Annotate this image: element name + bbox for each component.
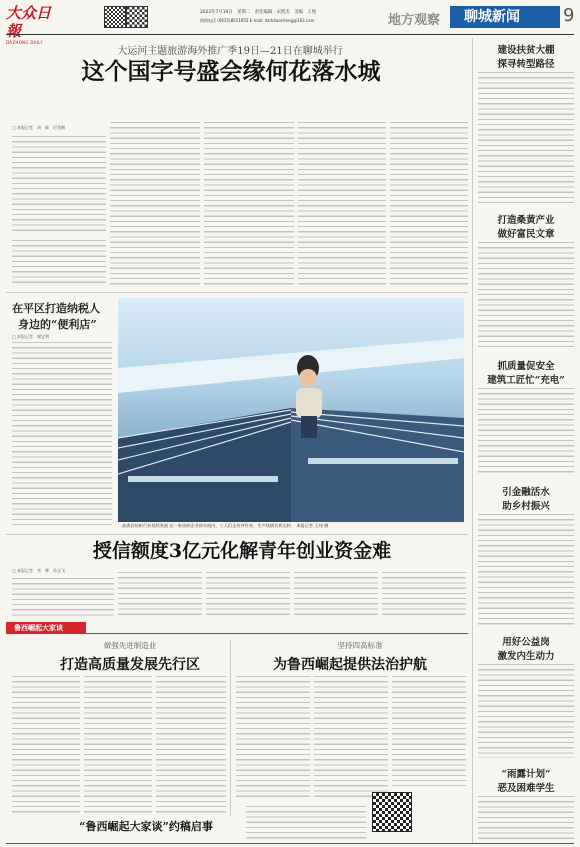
- section-name: 聊城新闻: [464, 9, 520, 25]
- article2-title-2: 身边的“便利店”: [18, 318, 97, 331]
- contact-info: 热线电话 (0635)8511655 E-mail: dzrbliaocheng@163.com: [200, 18, 315, 23]
- feature-top-rule: [6, 534, 468, 535]
- logo-subtext: DAZHONG DAILY: [6, 40, 43, 45]
- sidebar-title-4b: 助乡村振兴: [502, 501, 550, 512]
- lead-body-col2: [12, 240, 106, 286]
- sidebar-body-4: [478, 514, 574, 626]
- lead-byline: □ 本报记者 胡 峰 厉莹琳: [12, 125, 66, 130]
- masthead: [0, 0, 580, 45]
- column-left-kicker: 做强先进制造业: [103, 641, 157, 650]
- sidebar-title-1a: 建设扶贫大棚: [497, 45, 555, 56]
- page-bottom-rule: [6, 843, 574, 844]
- factory-photo-illustration: [118, 298, 464, 522]
- photo-caption: 高唐县纺织行业持续发展 在一家纺织企业的车间内，工人们正有序作业，生产线满负荷运转。 本报记者 王纯 摄: [122, 523, 329, 528]
- sidebar-title-1b: 探寻转型路径: [497, 59, 555, 70]
- logo-text: 大众日報: [6, 4, 52, 40]
- section-name-box: [450, 6, 560, 28]
- sidebar-title-2b: 做好富民文章: [497, 229, 555, 240]
- feature-byline: □ 本报记者 李 攀 孙宝飞: [12, 568, 66, 573]
- column-banner-rule: [86, 633, 468, 634]
- lead-body-col3: [110, 122, 200, 286]
- lead-bottom-rule: [6, 292, 468, 293]
- section-label: 地方观察: [388, 13, 441, 28]
- column-right-kicker: 坚持四高标准: [337, 641, 383, 650]
- sidebar-body-6: [478, 796, 574, 840]
- lead-kicker: 大运河主题旅游海外推广季19日—21日在聊城举行: [117, 46, 343, 57]
- page-number: 9: [563, 5, 575, 26]
- factory-photo: [118, 298, 464, 522]
- qr-code-small-2: [126, 6, 148, 28]
- sidebar-title-5a: 用好公益岗: [502, 637, 550, 648]
- sidebar-title-5b: 激发内生动力: [497, 651, 555, 662]
- sidebar-title-2a: 打造桑黄产业: [497, 215, 555, 226]
- article2-body: [12, 342, 112, 528]
- sidebar-title-6b: 恶及困难学生: [497, 783, 555, 794]
- feature-body-5: [382, 572, 466, 618]
- sidebar: [476, 38, 576, 844]
- issue-info: 2022年7月19日 星期二 责任编辑 宋凯杰 美编 王纯: [200, 10, 317, 15]
- column-right-body-3: [392, 676, 466, 786]
- masthead-rule: [6, 34, 574, 35]
- footer-notes: [246, 806, 366, 840]
- lead-title: 这个国字号盛会缘何花落水城: [81, 58, 381, 85]
- column-right-body-1: [236, 676, 310, 798]
- feature-body-4: [294, 572, 378, 618]
- column-left-body-2: [84, 676, 152, 814]
- sidebar-divider: [472, 38, 473, 844]
- qr-code-large: [372, 792, 412, 832]
- feature-body-1: [12, 578, 114, 618]
- sidebar-title-3a: 抓质量促安全: [497, 361, 555, 372]
- lead-body-col6: [390, 122, 468, 286]
- lead-body-col4: [204, 122, 294, 286]
- sidebar-title-6a: “雨露计划”: [501, 769, 551, 780]
- column-left-title: 打造高质量发展先行区: [60, 657, 200, 673]
- sidebar-title-4a: 引金融活水: [502, 487, 550, 498]
- column-right-body-2: [314, 676, 388, 798]
- sidebar-title-3b: 建筑工匠忙“充电”: [487, 375, 565, 386]
- column-divider: [230, 640, 231, 816]
- sidebar-body-5: [478, 664, 574, 758]
- column-right-title: 为鲁西崛起提供法治护航: [273, 657, 427, 673]
- column-bottom-title: “鲁西崛起大家谈”约稿启事: [79, 820, 213, 833]
- column-left-body-1: [12, 676, 80, 814]
- column-left-body-3: [156, 676, 226, 814]
- sidebar-body-2: [478, 242, 574, 350]
- article2-byline: □ 本报记者 谢宝利: [12, 334, 50, 339]
- feature-title: 授信额度3亿元化解青年创业资金难: [92, 540, 392, 562]
- article2-title-1: 在平区打造纳税人: [12, 302, 100, 315]
- lead-body-col5: [298, 122, 386, 286]
- lead-body-col1: [12, 136, 106, 234]
- newspaper-logo: [6, 4, 56, 45]
- sidebar-body-3: [478, 388, 574, 476]
- sidebar-body-1: [478, 72, 574, 204]
- feature-body-3: [206, 572, 290, 618]
- feature-body-2: [118, 572, 202, 618]
- qr-code-small: [104, 6, 126, 28]
- column-banner: [6, 622, 86, 634]
- column-banner-text: 鲁西崛起大家谈: [14, 624, 63, 632]
